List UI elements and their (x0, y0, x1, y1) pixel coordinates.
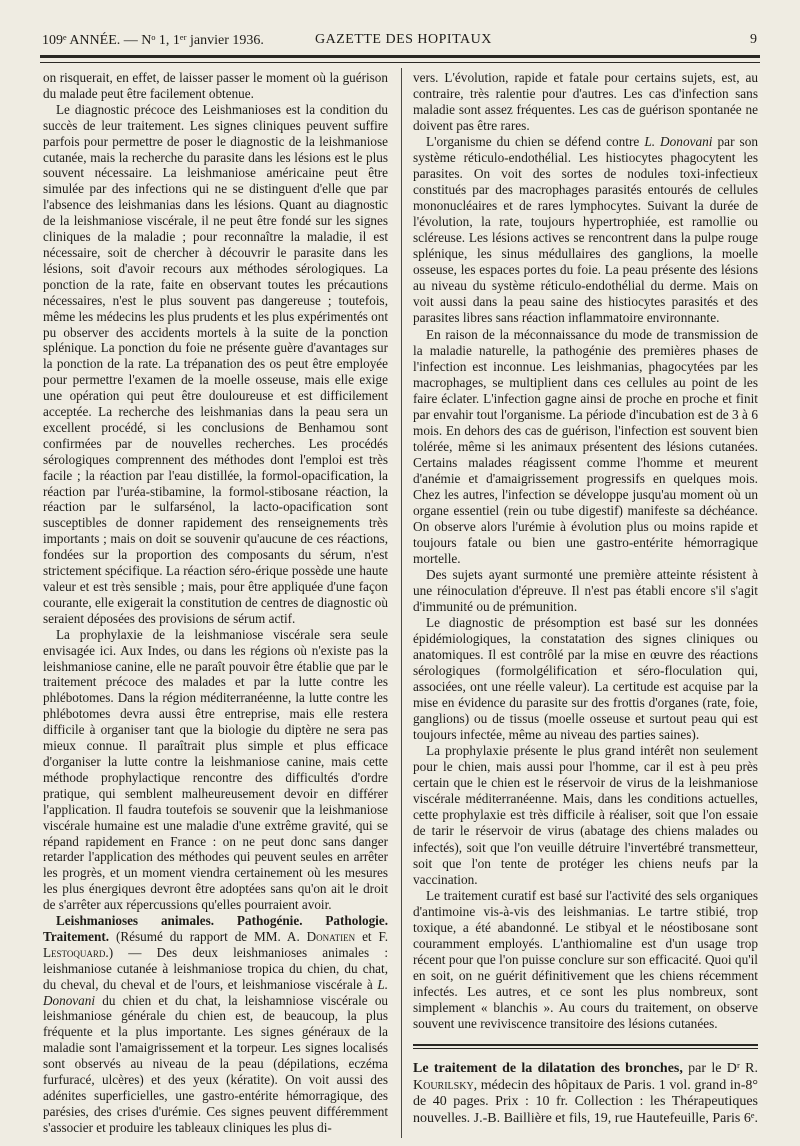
paragraph: La prophylaxie présente le plus grand intérêt non seulement pour le chien, mais aussi pour l'homme, car il est à peu près certain que le chien est le réservoir de virus de la leishmaniose viscérale méditerranéenne. Mais, dans les conditions actuelles, cette prophylaxie est très difficile à réaliser, soit que l'on essaie de tarir le réservoir de virus (abatage des chiens malades ou infectés), soit que l'on veuille détruire l'invertébré transmetteur, soit que l'on tente de protéger les chiens neufs par la vaccination. (413, 743, 758, 887)
review-author: Kourilsky (413, 1077, 474, 1093)
author-name: Lestoquard (43, 944, 106, 960)
review-title: Le traitement de la dilatation des bronches, (413, 1060, 683, 1076)
author-name: Donatien (306, 928, 356, 944)
paragraph: En raison de la méconnaissance du mode de transmission de la maladie naturelle, la pathogénie des premières phases de l'infection est inconnue. Les leishmanias, phagocytées par les macrophages, se multiplient dans ces cellules au point de les faire éclater. L'infection gagne ainsi de proche en proche et finit par envahir tout l'organisme. La période d'incubation est de 3 à 6 mois. En dehors des cas de guérison, l'infection est souvent bien tolérée, même si les animaux présentent des lésions cutanées. Certains malades réagissent comme l'homme et meurent d'anémie et d'amaigrissement progressifs en quelques mois. Chez les autres, l'infection se développe jusqu'au moment où un organe essentiel (rein ou tube digestif) manifeste sa déchéance. On observe alors l'urémie à évolution plus ou moins rapide et toujours fatale ou bien une gastro-entérite hémorragique mortelle. (413, 326, 758, 566)
review-by: par le Dʳ R. (688, 1060, 758, 1076)
species-name: L. Donovani (43, 976, 389, 1008)
header-rule-thin (40, 62, 760, 63)
section-paragraph (43, 913, 388, 1136)
paragraph: on risquerait, en effet, de laisser passer le moment où la guérison du malade peut être facilement obtenue. (43, 70, 388, 101)
review-rule-thick (413, 1044, 758, 1046)
species-name: L. Donovani (644, 134, 713, 150)
right-column (413, 70, 758, 1128)
review-text (413, 1061, 758, 1128)
page-number: 9 (750, 32, 757, 47)
paragraph: Le diagnostic précoce des Leishmanioses est la condition du succès de leur traitement. Les signes cliniques peuvent suffire parfois pour permettre de poser le diagnostic de la leishmaniose cutanée, mais la recherche du parasite dans les lésions est le plus souvent nécessaire. La leishmaniose américaine peut être simulée par des infections qui ne se distinguent d'elle que par l'absence des leishmanias dans les lésions. Quant au diagnostic de la leishmaniose viscérale, il ne peut être fondé sur les signes cliniques de la maladie ; pour reconnaître la maladie, il est nécessaire, soit de chercher à découvrir le parasite dans les lésions, soit d'avoir recours aux méthodes sérologiques. La ponction de la rate, faite en observant toutes les précautions nécessaires, n'est le plus souvent pas dangereuse ; toutefois, même les médecins les plus prudents et les plus expérimentés ont pu observer des accidents mortels à la suite de la ponction splénique. La ponction du foie ne présente guère d'avantages sur la ponction de la rate. La trépanation des os peut être employée pour permettre l'examen de la moelle osseuse, mais elle exige une opération qui peut être douloureuse et est difficilement acceptée. La recherche des leishmanias dans la peau sera un excellent procédé, si les conclusions de Benhamou sont confirmées par de nouvelles recherches. Les procédés sérologiques comprennent des méthodes dont l'emploi est très facile ; la réaction par l'eau distillée, la formol-opacification, la réaction par l'uréa-stibamine, la formol-stibosane réaction, la réaction par le sulfarsénol, la lacto-opacification sont susceptibles de donner rapidement des renseignements très importants ; mais on doit se souvenir qu'aucune de ces réactions, fondées sur la proportion des composants du sérum, n'est strictement spécifique. La réaction séro-érique possède une haute valeur et est très sensible ; mais, pour être appliquée d'une façon courante, elle exigerait la constitution de centres de diagnostic où seraient déposées des provisions de sérum actif. (43, 101, 388, 626)
paragraph-text: et F. (362, 928, 389, 944)
column-divider (401, 68, 402, 1138)
review-rule-thin (413, 1048, 758, 1049)
paragraph-text: du chien et du chat, la leishamniose viscérale ou leishmaniose générale du chien est, de beaucoup, la plus fréquente et la plus importante. Les signes généraux de la maladie sont l'amaigrissement et la torpeur. Les signes localisés sont observés au niveau de la peau (dépilations, eczéma furfuracé, ulcères) et des yeux (kératite). On voit aussi des adénites superficielles, une gastro-entérite hémorragique, des parésies, des crises d'urémie. Ces signes peuvent différemment s'associer et produire les tableaux cliniques les plus di- (43, 992, 389, 1135)
paragraph-text: par son système réticulo-endothélial. Les histiocytes phagocytent les parasites. On voit des sortes de nodules toxi-infectieux constitués par des macrophages parasités entourés de cellules mononucléaires et de rares lymphocytes. Suivant la durée de l'évolution, la rate, toujours hypertrophiée, est ramollie ou scléreuse. Les lésions actives se rencontrent dans la pulpe rouge splénique, les sinus médullaires des ganglions, la moelle osseuse, les espaces portes du foie. La peau présente des lésions au niveau du système réticulo-endothélial du derme. Mais on voit aussi dans la peau saine des histiocytes parasités et des parasites libres sans réaction inflammatoire environnante. (413, 134, 758, 326)
paragraph-text: (Résumé du rapport de MM. A. (115, 928, 300, 944)
issue-line: 109ᵉ ANNÉE. — Nᵒ 1, 1ᵉʳ janvier 1936. (42, 33, 264, 48)
review-details: , médecin des hôpitaux de Paris. 1 vol. grand in-8° de 40 pages. Prix : 10 fr. Collection : les Thérapeutiques nouvelles. J.-B. Baillière et fils, 19, rue Hautefeuille, Paris 6ᵉ. (413, 1077, 758, 1127)
paragraph-text: .) — Des deux leishmanioses animales : leishmaniose cutanée à leishmaniose tropica du chien, du chat, du cheval, du cheval et de l'ours, et leishmaniose viscérale à (43, 944, 388, 992)
paragraph: Des sujets ayant surmonté une première atteinte résistent à une réinoculation d'épreuve. Il n'est pas établi encore s'il s'agit d'immunité ou de prémunition. (413, 566, 758, 615)
journal-title: GAZETTE DES HOPITAUX (315, 32, 492, 47)
section-heading: Leishmanioses animales. Pathogénie. Pathologie. Traitement. (43, 913, 388, 944)
paragraph: Le diagnostic de présomption est basé sur les données épidémiologiques, la constatation des signes cliniques ou anatomiques. Il est contrôlé par la mise en œuvre des réactions sérologiques (formolgélification et séro-floculation qui, associées, ont une réelle valeur). La certitude est acquise par la mise en évidence du parasite sur des frottis d'organes (rate, foie, ganglions) ou de tissus (moelle osseuse et surtout peau qui est toujours infectée, même au niveau des parties saines). (413, 615, 758, 743)
paragraph-text: L'organisme du chien se défend contre (426, 134, 640, 150)
paragraph: vers. L'évolution, rapide et fatale pour certains sujets, est, au contraire, très ralentie pour d'autres. Les cas d'infection sans maladie sont assez fréquentes. Les cas de guérison spontanée ne doivent pas être rares. (413, 70, 758, 134)
book-review (413, 1061, 758, 1128)
paragraph (413, 134, 758, 326)
header-rule-thick (40, 55, 760, 58)
left-column (43, 70, 388, 1136)
paragraph: Le traitement curatif est basé sur l'activité des sels organiques d'antimoine vis-à-vis des leishmanias. Le tartre stibié, trop toxique, a été abandonné. Le stibyal et le néostibosane sont couramment employés. L'anthiomaline est d'un usage trop récent pour que l'on puisse conclure sur son efficacité. Quoi qu'il en soit, on ne guérit définitivement que les chiens récemment infectés. Les autres, et ce sont les plus nombreux, sont simplement « blanchis ». Au cours du traitement, on observe souvent une reviviscence transitoire des lésions cutanées. (413, 887, 758, 1031)
paragraph: La prophylaxie de la leishmaniose viscérale sera seule envisagée ici. Aux Indes, ou dans les régions où n'existe pas la leishmaniose canine, elle ne paraît pouvoir être établie que par le traitement précoce des malades et par la lutte contre les phlébotomes. Dans la région méditerranéenne, la lutte contre les phlébotomes devra aussi être entreprise, mais elle restera difficile à organiser tant que la biologie du diptère ne sera pas mieux connue. Il paraîtrait plus simple et plus efficace d'organiser la lutte contre la leishmaniose canine, mais cette méthode prophylactique rencontre des difficultés d'ordre pratique, qui semblent malheureusement devoir en différer l'application. Il faudra toutefois se souvenir que la leishmaniose viscérale humaine est une maladie d'une extrême gravité, qui se répand rapidement en France : on ne peut donc sans danger retarder l'application des méthodes qui peuvent seules en arrêter les progrès, et un moment viendra certainement où les mesures les plus énergiques devront être adoptées sans qu'on ait le droit de s'arrêter aux répercussions qu'elles pourraient avoir. (43, 626, 388, 913)
